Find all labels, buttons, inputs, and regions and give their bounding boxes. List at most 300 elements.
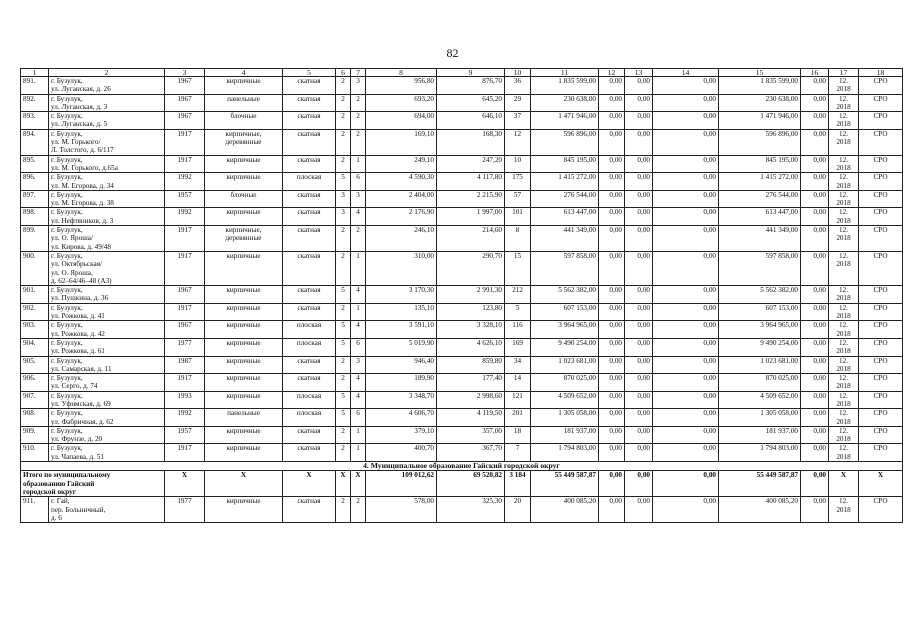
total-area-cell: 4 590,30 xyxy=(366,173,437,191)
column-number-cell: 6 xyxy=(336,69,351,77)
total-label: Итого по муниципальному образованию Гайский городской округ xyxy=(21,471,165,497)
cost-col13-cell: 0,00 xyxy=(625,94,653,112)
deadline-cell: 12. 2018 xyxy=(829,356,859,374)
year-cell: 1992 xyxy=(165,173,205,191)
address-cell: г. Бузулук, ул. Уфимская, д. 69 xyxy=(49,391,165,409)
cost-col12-cell: 0,00 xyxy=(599,444,625,462)
cost-col16-cell: 0,00 xyxy=(801,321,829,339)
row-number-cell: 894. xyxy=(21,129,49,155)
cost-total-cell: 3 964 965,00 xyxy=(531,321,599,339)
roof-type-cell: скатная xyxy=(283,112,336,130)
row-number-cell: 901. xyxy=(21,286,49,304)
cost-col16-cell: 0,00 xyxy=(801,374,829,392)
cost-col15-cell: 1 023 681,00 xyxy=(719,356,801,374)
cost-col12-cell: 0,00 xyxy=(599,356,625,374)
roof-type-cell: скатная xyxy=(283,190,336,208)
total-area-cell: 3 591,10 xyxy=(366,321,437,339)
year-cell: 1957 xyxy=(165,426,205,444)
cost-col16-cell: 0,00 xyxy=(801,190,829,208)
cost-col15-cell: 596 896,00 xyxy=(719,129,801,155)
total-cell: 0,00 xyxy=(653,471,719,497)
deadline-cell: 12. 2018 xyxy=(829,426,859,444)
total-cell: X xyxy=(351,471,366,497)
living-area-cell: 859,80 xyxy=(437,356,505,374)
total-area-cell: 189,90 xyxy=(366,374,437,392)
year-cell: 1917 xyxy=(165,303,205,321)
cost-col16-cell: 0,00 xyxy=(801,94,829,112)
address-cell: г. Бузулук, ул. Рожкова, д. 42 xyxy=(49,321,165,339)
deadline-cell: 12. 2018 xyxy=(829,391,859,409)
roof-type-cell: скатная xyxy=(283,303,336,321)
cost-col13-cell: 0,00 xyxy=(625,208,653,226)
column-number-cell: 11 xyxy=(531,69,599,77)
total-cell: 55 449 587,87 xyxy=(719,471,801,497)
roof-type-cell: скатная xyxy=(283,374,336,392)
cost-col16-cell: 0,00 xyxy=(801,409,829,427)
method-cell: СРО xyxy=(859,251,903,285)
table-row xyxy=(21,251,903,285)
cost-col15-cell: 870 025,00 xyxy=(719,374,801,392)
cost-col15-cell: 400 085,20 xyxy=(719,497,801,523)
address-cell: г. Бузулук, ул. М. Егорова, д. 38 xyxy=(49,190,165,208)
address-cell: г. Гай, пер. Больничный, д. 6 xyxy=(49,497,165,523)
method-cell: СРО xyxy=(859,94,903,112)
residents-cell: 37 xyxy=(505,112,531,130)
deadline-cell: 12. 2018 xyxy=(829,497,859,523)
total-area-cell: 2 404,00 xyxy=(366,190,437,208)
cost-col12-cell: 0,00 xyxy=(599,208,625,226)
cost-col13-cell: 0,00 xyxy=(625,173,653,191)
row-number-cell: 911. xyxy=(21,497,49,523)
section-heading: 4. Муниципальное образование Гайский городской округ xyxy=(21,462,903,471)
total-area-cell: 946,40 xyxy=(366,356,437,374)
residents-cell: 201 xyxy=(505,409,531,427)
living-area-cell: 876,70 xyxy=(437,77,505,95)
deadline-cell: 12. 2018 xyxy=(829,374,859,392)
table-row xyxy=(21,321,903,339)
row-number-cell: 908. xyxy=(21,409,49,427)
deadline-cell: 12. 2018 xyxy=(829,286,859,304)
living-area-cell: 1 997,00 xyxy=(437,208,505,226)
cost-col14-cell: 0,00 xyxy=(653,208,719,226)
residents-cell: 7 xyxy=(505,444,531,462)
cost-col16-cell: 0,00 xyxy=(801,444,829,462)
cost-col16-cell: 0,00 xyxy=(801,391,829,409)
cost-total-cell: 4 509 652,00 xyxy=(531,391,599,409)
residents-cell: 101 xyxy=(505,208,531,226)
cost-col12-cell: 0,00 xyxy=(599,77,625,95)
table-row xyxy=(21,77,903,95)
living-area-cell: 367,70 xyxy=(437,444,505,462)
wall-material-cell: кирпичные xyxy=(205,77,283,95)
total-cell: 0,00 xyxy=(625,471,653,497)
floors-cell: 2 xyxy=(336,251,351,285)
total-cell: X xyxy=(165,471,205,497)
cost-col12-cell: 0,00 xyxy=(599,173,625,191)
year-cell: 1967 xyxy=(165,112,205,130)
year-cell: 1967 xyxy=(165,94,205,112)
total-cell: X xyxy=(205,471,283,497)
cost-col14-cell: 0,00 xyxy=(653,286,719,304)
roof-type-cell: плоская xyxy=(283,409,336,427)
roof-type-cell: плоская xyxy=(283,338,336,356)
cost-col13-cell: 0,00 xyxy=(625,497,653,523)
year-cell: 1977 xyxy=(165,338,205,356)
row-number-cell: 900. xyxy=(21,251,49,285)
floors-cell: 2 xyxy=(336,356,351,374)
cost-col15-cell: 845 195,00 xyxy=(719,155,801,173)
cost-total-cell: 5 562 382,00 xyxy=(531,286,599,304)
table-row xyxy=(21,426,903,444)
total-area-cell: 169,10 xyxy=(366,129,437,155)
total-area-cell: 5 019,90 xyxy=(366,338,437,356)
column-number-cell: 9 xyxy=(437,69,505,77)
cost-col13-cell: 0,00 xyxy=(625,251,653,285)
table-row xyxy=(21,155,903,173)
column-number-cell: 16 xyxy=(801,69,829,77)
cost-col12-cell: 0,00 xyxy=(599,497,625,523)
floors-cell: 5 xyxy=(336,391,351,409)
entrances-cell: 1 xyxy=(351,155,366,173)
cost-col14-cell: 0,00 xyxy=(653,426,719,444)
table-row xyxy=(21,303,903,321)
cost-total-cell: 597 858,00 xyxy=(531,251,599,285)
total-area-cell: 578,00 xyxy=(366,497,437,523)
cost-total-cell: 1 794 803,00 xyxy=(531,444,599,462)
entrances-cell: 1 xyxy=(351,444,366,462)
entrances-cell: 6 xyxy=(351,409,366,427)
roof-type-cell: скатная xyxy=(283,155,336,173)
address-cell: г. Бузулук, ул. М. Егорова, д. 34 xyxy=(49,173,165,191)
address-cell: г. Бузулук, ул. Чапаева, д. 51 xyxy=(49,444,165,462)
cost-col13-cell: 0,00 xyxy=(625,190,653,208)
cost-col16-cell: 0,00 xyxy=(801,77,829,95)
cost-col16-cell: 0,00 xyxy=(801,173,829,191)
living-area-cell: 4 117,80 xyxy=(437,173,505,191)
method-cell: СРО xyxy=(859,356,903,374)
entrances-cell: 3 xyxy=(351,77,366,95)
deadline-cell: 12. 2018 xyxy=(829,251,859,285)
entrances-cell: 4 xyxy=(351,391,366,409)
residents-cell: 116 xyxy=(505,321,531,339)
cost-col12-cell: 0,00 xyxy=(599,303,625,321)
entrances-cell: 6 xyxy=(351,173,366,191)
cost-total-cell: 1 415 272,00 xyxy=(531,173,599,191)
cost-col13-cell: 0,00 xyxy=(625,374,653,392)
cost-col16-cell: 0,00 xyxy=(801,303,829,321)
row-number-cell: 895. xyxy=(21,155,49,173)
floors-cell: 3 xyxy=(336,190,351,208)
cost-col12-cell: 0,00 xyxy=(599,338,625,356)
entrances-cell: 6 xyxy=(351,338,366,356)
living-area-cell: 168,30 xyxy=(437,129,505,155)
residents-cell: 15 xyxy=(505,251,531,285)
total-area-cell: 249,10 xyxy=(366,155,437,173)
deadline-cell: 12. 2018 xyxy=(829,155,859,173)
wall-material-cell: кирпичные xyxy=(205,444,283,462)
cost-col14-cell: 0,00 xyxy=(653,303,719,321)
deadline-cell: 12. 2018 xyxy=(829,303,859,321)
cost-col16-cell: 0,00 xyxy=(801,497,829,523)
column-number-cell: 14 xyxy=(653,69,719,77)
address-cell: г. Бузулук, ул. М. Горького/ Л. Толстого, д. 6/117 xyxy=(49,129,165,155)
cost-col15-cell: 1 305 058,00 xyxy=(719,409,801,427)
year-cell: 1993 xyxy=(165,391,205,409)
wall-material-cell: кирпичные xyxy=(205,303,283,321)
total-area-cell: 2 176,90 xyxy=(366,208,437,226)
table-row xyxy=(21,391,903,409)
wall-material-cell: кирпичные xyxy=(205,286,283,304)
total-area-cell: 310,00 xyxy=(366,251,437,285)
floors-cell: 2 xyxy=(336,129,351,155)
total-area-cell: 400,70 xyxy=(366,444,437,462)
cost-col16-cell: 0,00 xyxy=(801,112,829,130)
address-cell: г. Бузулук, ул. Луганская, д. 26 xyxy=(49,77,165,95)
table-row xyxy=(21,190,903,208)
row-number-cell: 896. xyxy=(21,173,49,191)
cost-total-cell: 230 638,00 xyxy=(531,94,599,112)
column-number-cell: 10 xyxy=(505,69,531,77)
table-row xyxy=(21,226,903,252)
living-area-cell: 3 328,10 xyxy=(437,321,505,339)
living-area-cell: 290,70 xyxy=(437,251,505,285)
floors-cell: 2 xyxy=(336,155,351,173)
table-row xyxy=(21,444,903,462)
wall-material-cell: кирпичные xyxy=(205,356,283,374)
column-number-cell: 2 xyxy=(49,69,165,77)
cost-col16-cell: 0,00 xyxy=(801,338,829,356)
cost-col15-cell: 1 415 272,00 xyxy=(719,173,801,191)
living-area-cell: 2 991,30 xyxy=(437,286,505,304)
address-cell: г. Бузулук, ул. Луганская, д. 3 xyxy=(49,94,165,112)
floors-cell: 5 xyxy=(336,286,351,304)
deadline-cell: 12. 2018 xyxy=(829,208,859,226)
living-area-cell: 646,10 xyxy=(437,112,505,130)
cost-col14-cell: 0,00 xyxy=(653,321,719,339)
residents-cell: 57 xyxy=(505,190,531,208)
method-cell: СРО xyxy=(859,226,903,252)
row-number-cell: 902. xyxy=(21,303,49,321)
entrances-cell: 2 xyxy=(351,497,366,523)
year-cell: 1967 xyxy=(165,321,205,339)
residents-cell: 29 xyxy=(505,94,531,112)
residents-cell: 34 xyxy=(505,356,531,374)
deadline-cell: 12. 2018 xyxy=(829,94,859,112)
wall-material-cell: кирпичные xyxy=(205,173,283,191)
entrances-cell: 2 xyxy=(351,112,366,130)
cost-col14-cell: 0,00 xyxy=(653,251,719,285)
floors-cell: 2 xyxy=(336,303,351,321)
entrances-cell: 4 xyxy=(351,286,366,304)
column-number-cell: 13 xyxy=(625,69,653,77)
year-cell: 1992 xyxy=(165,409,205,427)
total-cell: 69 520,82 xyxy=(437,471,505,497)
row-number-cell: 892. xyxy=(21,94,49,112)
cost-col12-cell: 0,00 xyxy=(599,286,625,304)
cost-col14-cell: 0,00 xyxy=(653,173,719,191)
cost-total-cell: 845 195,00 xyxy=(531,155,599,173)
cost-col14-cell: 0,00 xyxy=(653,112,719,130)
column-number-cell: 1 xyxy=(21,69,49,77)
total-cell: X xyxy=(829,471,859,497)
wall-material-cell: кирпичные xyxy=(205,391,283,409)
entrances-cell: 3 xyxy=(351,356,366,374)
row-number-cell: 891. xyxy=(21,77,49,95)
cost-col14-cell: 0,00 xyxy=(653,497,719,523)
cost-col13-cell: 0,00 xyxy=(625,286,653,304)
cost-col14-cell: 0,00 xyxy=(653,77,719,95)
year-cell: 1917 xyxy=(165,155,205,173)
residents-cell: 212 xyxy=(505,286,531,304)
cost-total-cell: 400 085,20 xyxy=(531,497,599,523)
cost-col16-cell: 0,00 xyxy=(801,129,829,155)
cost-col12-cell: 0,00 xyxy=(599,155,625,173)
cost-col15-cell: 597 858,00 xyxy=(719,251,801,285)
roof-type-cell: скатная xyxy=(283,426,336,444)
total-cell: 0,00 xyxy=(599,471,625,497)
wall-material-cell: блочные xyxy=(205,112,283,130)
cost-col13-cell: 0,00 xyxy=(625,426,653,444)
cost-col13-cell: 0,00 xyxy=(625,338,653,356)
total-area-cell: 246,10 xyxy=(366,226,437,252)
method-cell: СРО xyxy=(859,129,903,155)
floors-cell: 5 xyxy=(336,338,351,356)
method-cell: СРО xyxy=(859,77,903,95)
living-area-cell: 645,20 xyxy=(437,94,505,112)
cost-total-cell: 9 490 254,00 xyxy=(531,338,599,356)
cost-col13-cell: 0,00 xyxy=(625,77,653,95)
table-row xyxy=(21,286,903,304)
wall-material-cell: кирпичные, деревянные xyxy=(205,226,283,252)
deadline-cell: 12. 2018 xyxy=(829,338,859,356)
floors-cell: 2 xyxy=(336,112,351,130)
deadline-cell: 12. 2018 xyxy=(829,129,859,155)
table-row xyxy=(21,497,903,523)
residents-cell: 18 xyxy=(505,426,531,444)
cost-col13-cell: 0,00 xyxy=(625,303,653,321)
cost-col13-cell: 0,00 xyxy=(625,129,653,155)
total-cell: X xyxy=(283,471,336,497)
residents-cell: 175 xyxy=(505,173,531,191)
year-cell: 1992 xyxy=(165,208,205,226)
method-cell: СРО xyxy=(859,409,903,427)
column-number-cell: 15 xyxy=(719,69,801,77)
total-cell: X xyxy=(336,471,351,497)
floors-cell: 5 xyxy=(336,409,351,427)
cost-col12-cell: 0,00 xyxy=(599,226,625,252)
residents-cell: 8 xyxy=(505,226,531,252)
cost-col16-cell: 0,00 xyxy=(801,251,829,285)
year-cell: 1967 xyxy=(165,286,205,304)
living-area-cell: 123,80 xyxy=(437,303,505,321)
address-cell: г. Бузулук, ул. Луганская, д. 5 xyxy=(49,112,165,130)
deadline-cell: 12. 2018 xyxy=(829,321,859,339)
cost-col15-cell: 1 471 946,00 xyxy=(719,112,801,130)
cost-col15-cell: 1 835 599,00 xyxy=(719,77,801,95)
cost-col15-cell: 230 638,00 xyxy=(719,94,801,112)
living-area-cell: 357,00 xyxy=(437,426,505,444)
living-area-cell: 4 119,50 xyxy=(437,409,505,427)
entrances-cell: 4 xyxy=(351,208,366,226)
cost-col12-cell: 0,00 xyxy=(599,374,625,392)
residents-cell: 169 xyxy=(505,338,531,356)
roof-type-cell: скатная xyxy=(283,208,336,226)
roof-type-cell: плоская xyxy=(283,321,336,339)
wall-material-cell: кирпичные xyxy=(205,374,283,392)
cost-total-cell: 1 023 681,00 xyxy=(531,356,599,374)
total-area-cell: 694,00 xyxy=(366,112,437,130)
roof-type-cell: скатная xyxy=(283,286,336,304)
cost-col15-cell: 3 964 965,00 xyxy=(719,321,801,339)
cost-col13-cell: 0,00 xyxy=(625,409,653,427)
row-number-cell: 904. xyxy=(21,338,49,356)
method-cell: СРО xyxy=(859,391,903,409)
column-number-cell: 12 xyxy=(599,69,625,77)
year-cell: 1917 xyxy=(165,251,205,285)
entrances-cell: 1 xyxy=(351,426,366,444)
residents-cell: 5 xyxy=(505,303,531,321)
column-number-cell: 5 xyxy=(283,69,336,77)
cost-total-cell: 1 305 058,00 xyxy=(531,409,599,427)
year-cell: 1917 xyxy=(165,444,205,462)
cost-col14-cell: 0,00 xyxy=(653,374,719,392)
wall-material-cell: кирпичные xyxy=(205,155,283,173)
cost-col15-cell: 4 509 652,00 xyxy=(719,391,801,409)
cost-col14-cell: 0,00 xyxy=(653,129,719,155)
total-cell: 3 184 xyxy=(505,471,531,497)
residents-cell: 12 xyxy=(505,129,531,155)
wall-material-cell: кирпичные, деревянные xyxy=(205,129,283,155)
cost-col14-cell: 0,00 xyxy=(653,356,719,374)
address-cell: г. Бузулук, ул. Пушкина, д. 36 xyxy=(49,286,165,304)
entrances-cell: 2 xyxy=(351,226,366,252)
column-number-cell: 18 xyxy=(859,69,903,77)
cost-col16-cell: 0,00 xyxy=(801,356,829,374)
cost-col13-cell: 0,00 xyxy=(625,112,653,130)
year-cell: 1917 xyxy=(165,129,205,155)
cost-col14-cell: 0,00 xyxy=(653,391,719,409)
address-cell: г. Бузулук, ул. Серго, д. 74 xyxy=(49,374,165,392)
floors-cell: 5 xyxy=(336,173,351,191)
entrances-cell: 3 xyxy=(351,190,366,208)
cost-col12-cell: 0,00 xyxy=(599,391,625,409)
year-cell: 1987 xyxy=(165,356,205,374)
address-cell: г. Бузулук, ул. Нефтяников, д. 3 xyxy=(49,208,165,226)
total-row xyxy=(21,471,903,497)
cost-col15-cell: 181 937,00 xyxy=(719,426,801,444)
table-row xyxy=(21,129,903,155)
row-number-cell: 906. xyxy=(21,374,49,392)
deadline-cell: 12. 2018 xyxy=(829,409,859,427)
column-number-cell: 4 xyxy=(205,69,283,77)
deadline-cell: 12. 2018 xyxy=(829,190,859,208)
entrances-cell: 2 xyxy=(351,129,366,155)
cost-col14-cell: 0,00 xyxy=(653,338,719,356)
method-cell: СРО xyxy=(859,426,903,444)
cost-col14-cell: 0,00 xyxy=(653,444,719,462)
cost-col15-cell: 613 447,00 xyxy=(719,208,801,226)
floors-cell: 2 xyxy=(336,77,351,95)
wall-material-cell: кирпичные xyxy=(205,321,283,339)
cost-total-cell: 1 471 946,00 xyxy=(531,112,599,130)
total-area-cell: 3 170,30 xyxy=(366,286,437,304)
row-number-cell: 897. xyxy=(21,190,49,208)
wall-material-cell: кирпичные xyxy=(205,426,283,444)
cost-col14-cell: 0,00 xyxy=(653,94,719,112)
year-cell: 1917 xyxy=(165,374,205,392)
roof-type-cell: скатная xyxy=(283,444,336,462)
row-number-cell: 898. xyxy=(21,208,49,226)
